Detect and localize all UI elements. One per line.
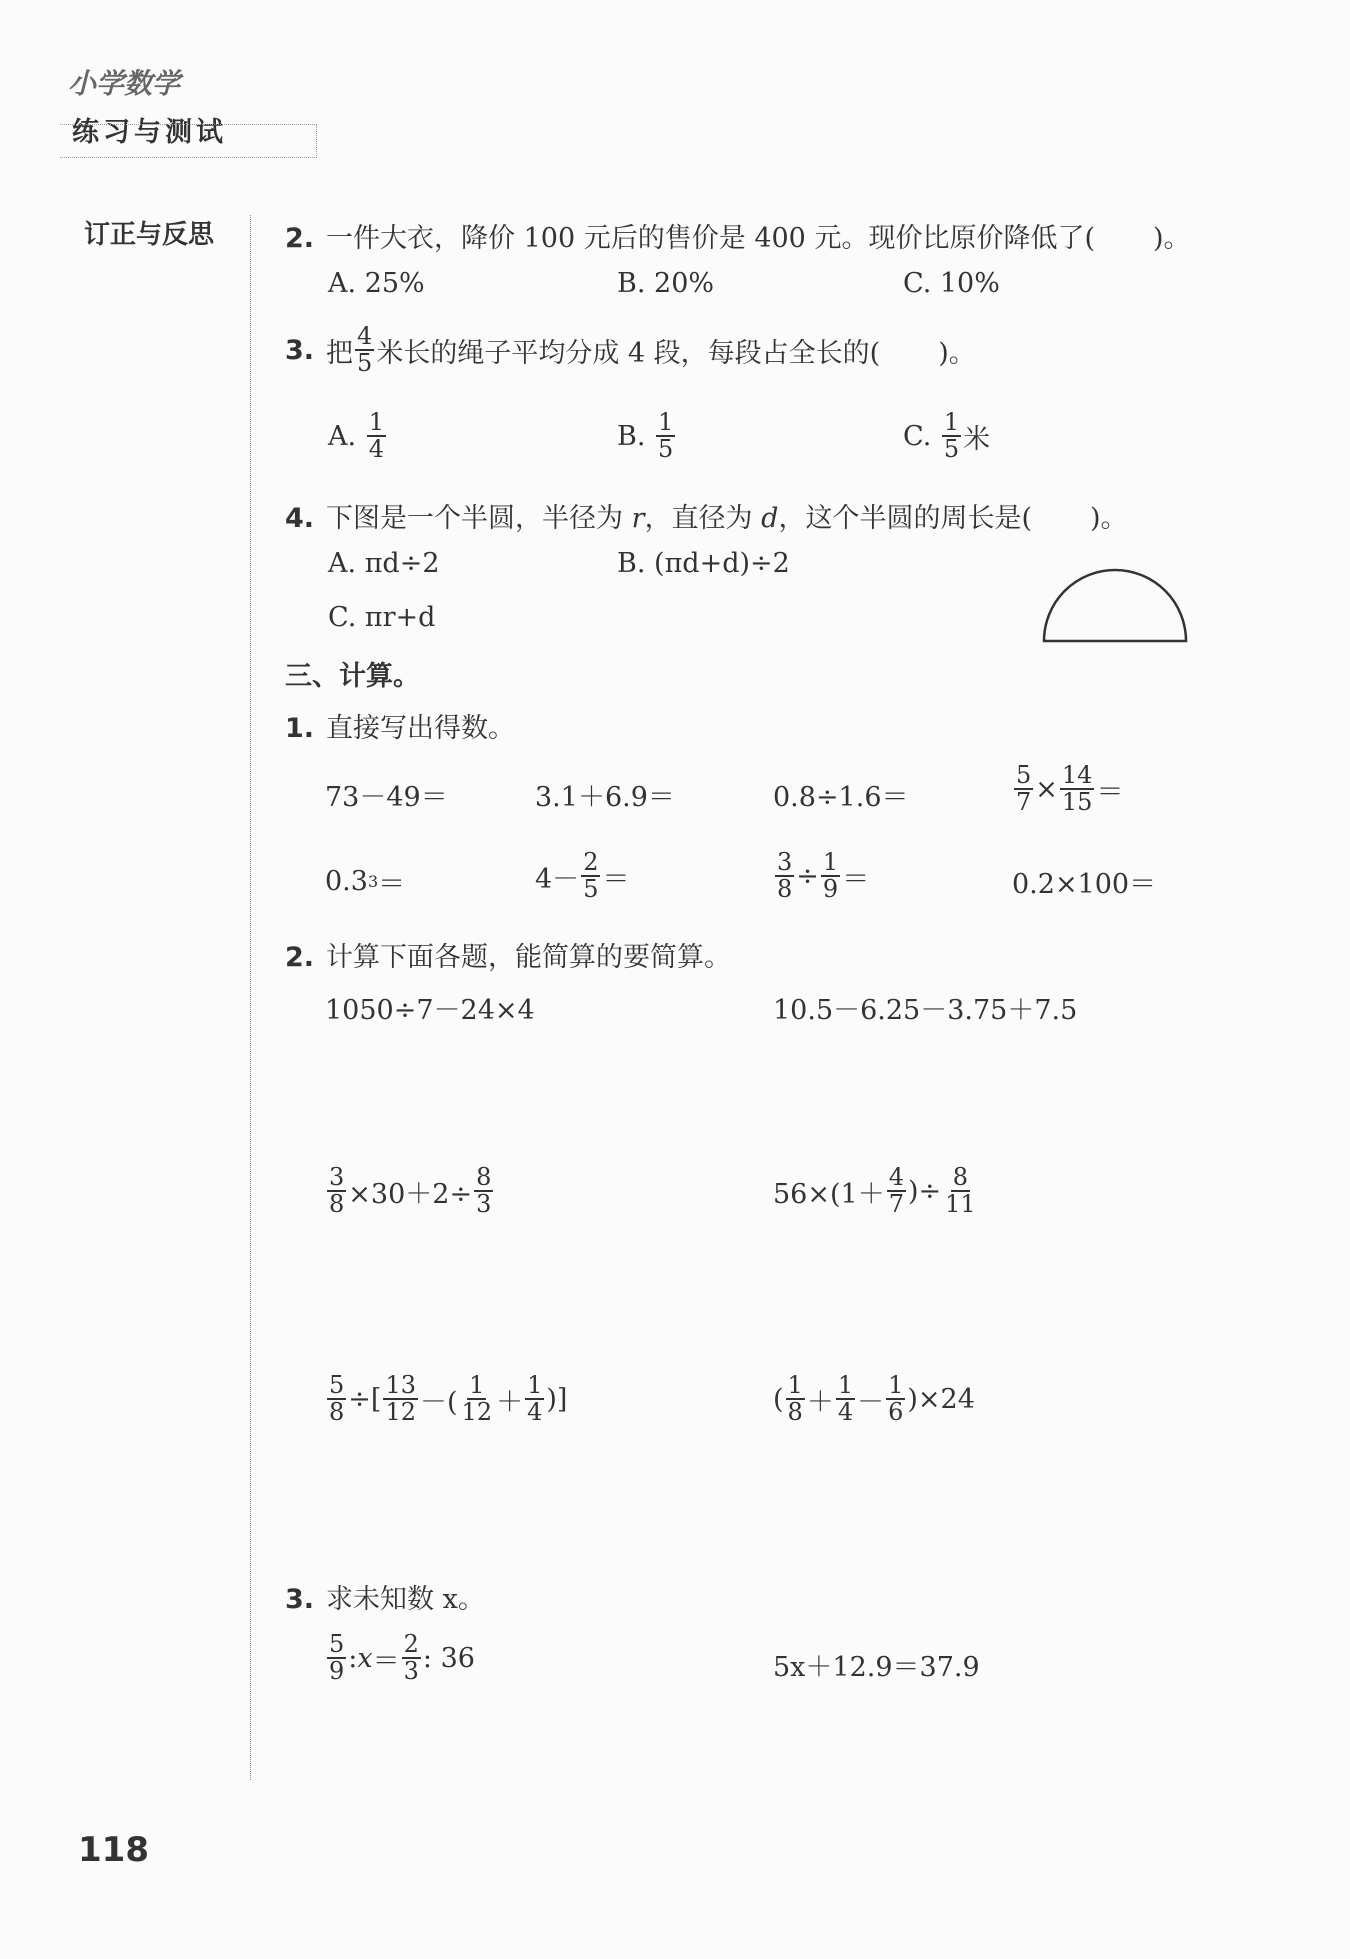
q2-option-a: A. 25% xyxy=(328,268,425,299)
oral-calc-1: 73－49＝ xyxy=(325,782,448,813)
page-number: 118 xyxy=(78,1830,149,1870)
oral-calc-6: 4－ $\frac{2}{5}$ ＝ xyxy=(535,848,630,904)
oral-calc-4: $\frac{5}{7}$ × $\frac{14}{15}$ ＝ xyxy=(1016,761,1124,817)
semicircle-figure xyxy=(1040,565,1190,645)
q2-option-b: B. 20% xyxy=(617,268,715,299)
oral-calc-2: 3.1＋6.9＝ xyxy=(535,782,675,813)
margin-label: 订正与反思 xyxy=(84,220,215,250)
calc-3-title: 3. 求未知数 x。 xyxy=(285,1584,485,1615)
oral-calc-5: 0.3 3 ＝ xyxy=(325,866,406,900)
q3-option-b: B. $\frac{1}{5}$ xyxy=(617,408,674,464)
question-2: 2. 一件大衣，降价 100 元后的售价是 400 元。现价比原价降低了( )。 xyxy=(285,223,1191,254)
header-dotted-box xyxy=(60,124,317,158)
calc-1-title: 1. 直接写出得数。 xyxy=(285,713,516,744)
calc-2-expr-5: $\frac{5}{8}$ ÷[ $\frac{13}{12}$ －( $\frac{1}{12}$ ＋ $\frac{1}{4}$ )] xyxy=(329,1371,568,1427)
question-3: 3. 把 $\frac{4}{5}$ 米长的绳子平均分成 4 段，每段占全长的( )。 xyxy=(285,322,976,378)
q4-option-b: B. (πd+d)÷2 xyxy=(617,548,790,579)
calc-2-expr-2: 10.5－6.25－3.75＋7.5 xyxy=(773,995,1078,1026)
calc-2-expr-4: 56×(1＋ $\frac{4}{7}$ )÷ $\frac{8}{11}$ xyxy=(773,1163,976,1219)
oral-calc-8: 0.2×100＝ xyxy=(1012,869,1157,900)
calc-2-expr-6: ( $\frac{1}{8}$ ＋ $\frac{1}{4}$ － $\frac{1}{6}$ )×24 xyxy=(773,1371,975,1427)
question-4: 4. 下图是一个半圆，半径为 r，直径为 d，这个半圆的周长是( )。 xyxy=(285,503,1128,534)
q4-option-a: A. πd÷2 xyxy=(328,548,440,579)
fraction: $\frac{4}{5}$ xyxy=(357,322,373,378)
calc-2-expr-3: $\frac{3}{8}$ ×30＋2÷ $\frac{8}{3}$ xyxy=(329,1163,492,1219)
calc-2-expr-1: 1050÷7－24×4 xyxy=(325,995,535,1026)
series-title: 小学数学 xyxy=(68,67,181,100)
oral-calc-7: $\frac{3}{8}$ ÷ $\frac{1}{9}$ ＝ xyxy=(777,848,870,904)
q2-option-c: C. 10% xyxy=(903,268,1000,299)
book-title: 练习与测试 xyxy=(72,117,227,148)
calc-3-expr-1: $\frac{5}{9}$ : x ＝ $\frac{2}{3}$ : 36 xyxy=(329,1630,475,1686)
calc-3-expr-2: 5x＋12.9＝37.9 xyxy=(773,1652,980,1683)
calc-2-title: 2. 计算下面各题，能简算的要简算。 xyxy=(285,942,732,973)
margin-divider xyxy=(250,215,251,1780)
q3-option-c: C. $\frac{1}{5}$ 米 xyxy=(903,408,991,464)
q4-option-c: C. πr+d xyxy=(328,602,436,633)
section-3-title: 三、计算。 xyxy=(285,661,420,692)
q3-option-a: A. $\frac{1}{4}$ xyxy=(328,408,384,464)
oral-calc-3: 0.8÷1.6＝ xyxy=(773,782,909,813)
